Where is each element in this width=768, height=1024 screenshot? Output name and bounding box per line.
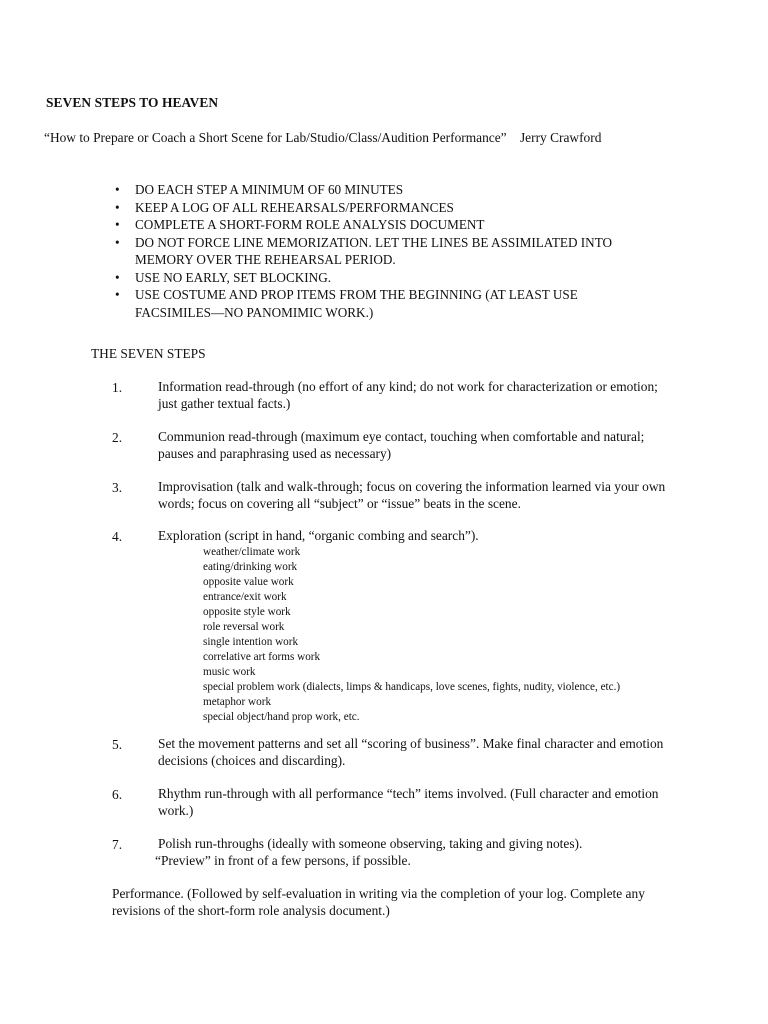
rule-item: • DO NOT FORCE LINE MEMORIZATION. LET THE LINES BE ASSIMILATED INTO MEMORY OVER THE REHEARSAL PERIOD. bbox=[115, 234, 613, 267]
work-item: role reversal work bbox=[203, 620, 285, 633]
step-item bbox=[0, 786, 768, 836]
bullet-icon: • bbox=[115, 217, 120, 232]
author-name: Jerry Crawford bbox=[519, 130, 602, 145]
step-text: Rhythm run-through with all performance “tech” items involved. (Full character and emotion work.) bbox=[158, 786, 659, 818]
step-item bbox=[0, 479, 768, 528]
work-item: special problem work (dialects, limps & handicaps, love scenes, fights, nudity, violence, etc.) bbox=[203, 680, 621, 693]
document-subtitle bbox=[44, 129, 601, 146]
step-text: Polish run-throughs (ideally with someone observing, taking and giving notes). bbox=[158, 836, 583, 851]
step-number: 1. bbox=[112, 380, 123, 395]
work-item: single intention work bbox=[203, 635, 299, 648]
work-item: music work bbox=[203, 665, 256, 678]
document-title: SEVEN STEPS TO HEAVEN bbox=[46, 95, 219, 110]
work-item: opposite value work bbox=[203, 575, 294, 588]
performance-note: Performance. (Followed by self-evaluation in writing via the completion of your log. Complete any revisions of the short-form role analysis document.) bbox=[112, 886, 645, 918]
rule-item: • DO EACH STEP A MINIMUM OF 60 MINUTES bbox=[115, 182, 404, 197]
step-number: 7. bbox=[112, 837, 123, 852]
step-number: 6. bbox=[112, 787, 123, 802]
bullet-icon: • bbox=[115, 199, 120, 215]
step-item bbox=[0, 528, 768, 736]
subtitle-text: “How to Prepare or Coach a Short Scene for Lab/Studio/Class/Audition Performance” bbox=[44, 130, 507, 145]
bullet-icon: • bbox=[115, 287, 120, 302]
work-item: opposite style work bbox=[203, 605, 291, 618]
step-text: Communion read-through (maximum eye contact, touching when comfortable and natural; pauses and paraphrasing used as necessary) bbox=[158, 429, 645, 461]
step-item bbox=[0, 736, 768, 786]
work-item: weather/climate work bbox=[203, 545, 301, 558]
step-text: Set the movement patterns and set all “scoring of business”. Make final character and emotion decisions (choices and discarding). bbox=[158, 736, 664, 768]
rule-item: • USE COSTUME AND PROP ITEMS FROM THE BEGINNING (AT LEAST USE FACSIMILES—NO PANOMIMIC WORK.) bbox=[115, 287, 578, 320]
step-number: 4. bbox=[112, 529, 123, 544]
preview-note: “Preview” in front of a few persons, if possible. bbox=[155, 852, 411, 868]
step-text: Exploration (script in hand, “organic combing and search”). bbox=[158, 528, 479, 543]
work-item: entrance/exit work bbox=[203, 590, 287, 603]
step-item bbox=[0, 429, 768, 479]
step-item bbox=[0, 379, 768, 429]
step-number: 5. bbox=[112, 737, 123, 752]
steps-list bbox=[0, 379, 768, 886]
section-heading: THE SEVEN STEPS bbox=[91, 346, 206, 361]
rule-item: • COMPLETE A SHORT-FORM ROLE ANALYSIS DOCUMENT bbox=[115, 217, 485, 232]
work-item: special object/hand prop work, etc. bbox=[203, 710, 360, 723]
rule-item: • USE NO EARLY, SET BLOCKING. bbox=[115, 269, 332, 285]
work-item: correlative art forms work bbox=[203, 650, 321, 663]
rules-list bbox=[0, 181, 768, 321]
bullet-icon: • bbox=[115, 269, 120, 285]
step-number: 3. bbox=[112, 480, 123, 495]
bullet-icon: • bbox=[115, 182, 120, 197]
rule-item: • KEEP A LOG OF ALL REHEARSALS/PERFORMANCES bbox=[115, 199, 454, 215]
work-item: metaphor work bbox=[203, 695, 272, 708]
work-item: eating/drinking work bbox=[203, 560, 298, 573]
step-item bbox=[0, 836, 768, 886]
bullet-icon: • bbox=[115, 234, 120, 250]
step-text: Information read-through (no effort of any kind; do not work for characterization or emotion; just gather textual facts.) bbox=[158, 379, 658, 411]
exploration-work-list bbox=[203, 545, 768, 725]
step-number: 2. bbox=[112, 430, 123, 445]
step-text: Improvisation (talk and walk-through; focus on covering the information learned via your own words; focus on covering all “subject” or “issue” beats in the scene. bbox=[158, 479, 666, 511]
